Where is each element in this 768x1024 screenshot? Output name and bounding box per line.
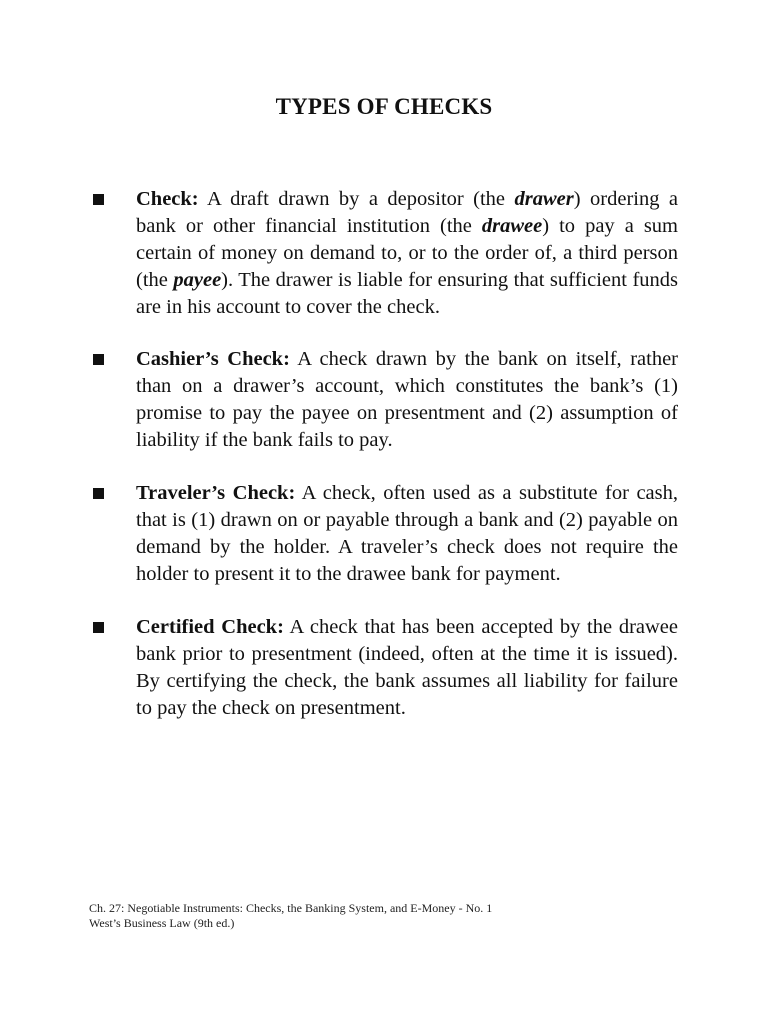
term-drawer: drawer	[514, 188, 574, 210]
term-cashiers-check: Cashier’s Check:	[136, 348, 290, 370]
square-bullet-icon	[93, 354, 104, 365]
term-check: Check:	[136, 188, 199, 210]
page-footer	[89, 901, 492, 931]
footer-chapter-line: Ch. 27: Negotiable Instruments: Checks, the Banking System, and E-Money - No. 1	[89, 901, 493, 915]
term-travelers-check: Traveler’s Check:	[136, 482, 296, 504]
list-item-check	[92, 186, 678, 321]
list-item-certified-check	[92, 614, 678, 722]
page-title: TYPES OF CHECKS	[275, 94, 493, 119]
definition-text: A draft drawn by a depositor (the	[198, 188, 515, 210]
definition-text: ) to pay a sum certain of money on demand to, or to the order of, a third person (the	[136, 215, 678, 291]
term-certified-check: Certified Check:	[136, 616, 284, 638]
list-item-cashiers-check	[92, 346, 678, 454]
definition-text: A check that has been accepted by the drawee bank prior to presentment (indeed, often at the time it is issued). By certifying the check, the bank assumes all liability for failure to pay the check on presentment.	[136, 616, 679, 719]
list-item-travelers-check	[92, 480, 678, 588]
definition-text: ). The drawer is liable for ensuring that sufficient funds are in his account to cover the check.	[136, 269, 678, 318]
square-bullet-icon	[93, 488, 104, 499]
definition-text: A check, often used as a substitute for cash, that is (1) drawn on or payable through a bank and (2) payable on demand by the holder. A traveler’s check does not require the holder to present it to the drawee bank for payment.	[136, 482, 678, 585]
square-bullet-icon	[93, 622, 104, 633]
check-types-list	[92, 186, 678, 722]
square-bullet-icon	[93, 194, 104, 205]
footer-book-line: West’s Business Law (9th ed.)	[89, 916, 235, 930]
definition-text: ) ordering a bank or other financial institution (the	[136, 188, 679, 237]
definition-text: A check drawn by the bank on itself, rather than on a drawer’s account, which constitutes the bank’s (1) promise to pay the payee on presentment and (2) assumption of liability if the bank fails to pay.	[136, 348, 679, 451]
term-drawee: drawee	[481, 215, 543, 237]
term-payee: payee	[173, 269, 222, 291]
